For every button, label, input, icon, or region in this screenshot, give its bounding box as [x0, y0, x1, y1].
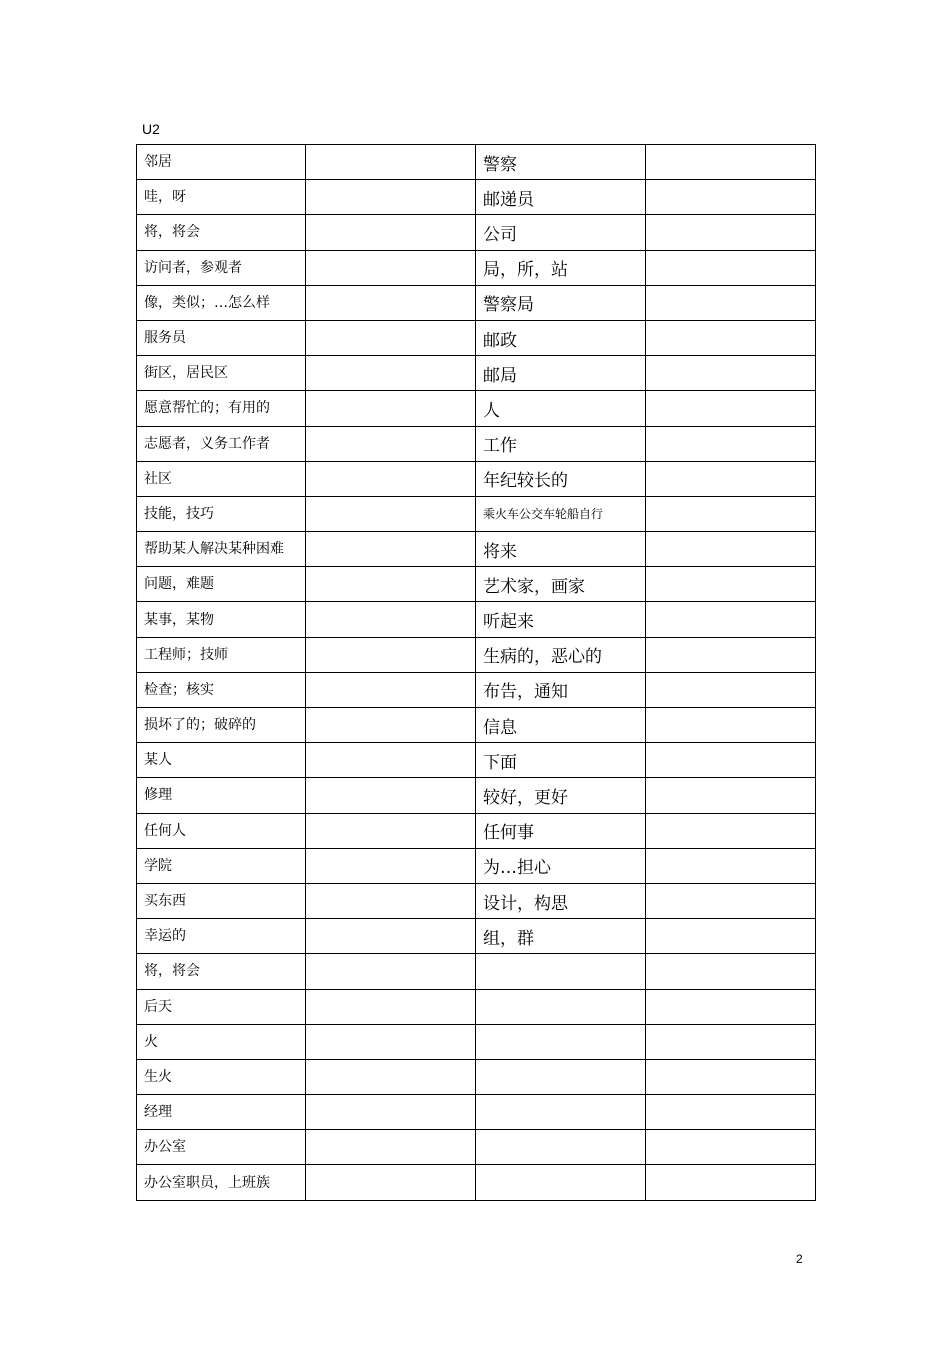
answer-blank-cell[interactable] [306, 637, 476, 672]
table-row [137, 532, 816, 567]
table-row [137, 215, 816, 250]
answer-blank-cell[interactable] [306, 1024, 476, 1059]
answer-blank-cell[interactable] [306, 602, 476, 637]
chinese-term-cell: 邮局 [476, 356, 646, 391]
chinese-term-cell: 邻居 [137, 145, 306, 180]
chinese-term-cell: 买东西 [137, 883, 306, 918]
table-row [137, 320, 816, 355]
chinese-term-cell: 邮政 [476, 320, 646, 355]
table-row [137, 743, 816, 778]
answer-blank-cell[interactable] [306, 919, 476, 954]
chinese-term-cell: 艺术家，画家 [476, 567, 646, 602]
answer-blank-cell[interactable] [646, 1095, 816, 1130]
answer-blank-cell[interactable] [646, 883, 816, 918]
answer-blank-cell[interactable] [646, 919, 816, 954]
answer-blank-cell[interactable] [646, 461, 816, 496]
vocabulary-table [136, 144, 816, 1201]
chinese-term-cell: 哇，呀 [137, 180, 306, 215]
chinese-term-cell [476, 1165, 646, 1200]
table-row [137, 145, 816, 180]
chinese-term-cell: 修理 [137, 778, 306, 813]
answer-blank-cell[interactable] [646, 672, 816, 707]
answer-blank-cell[interactable] [646, 813, 816, 848]
table-row [137, 1024, 816, 1059]
answer-blank-cell[interactable] [306, 180, 476, 215]
answer-blank-cell[interactable] [306, 496, 476, 531]
chinese-term-cell: 年纪较长的 [476, 461, 646, 496]
chinese-term-cell: 公司 [476, 215, 646, 250]
chinese-term-cell [476, 1130, 646, 1165]
chinese-term-cell [476, 954, 646, 989]
chinese-term-cell [476, 1059, 646, 1094]
answer-blank-cell[interactable] [306, 743, 476, 778]
chinese-term-cell: 办公室职员，上班族 [137, 1165, 306, 1200]
table-row [137, 1130, 816, 1165]
table-row [137, 1165, 816, 1200]
table-row [137, 285, 816, 320]
answer-blank-cell[interactable] [306, 215, 476, 250]
answer-blank-cell[interactable] [646, 602, 816, 637]
table-row [137, 813, 816, 848]
answer-blank-cell[interactable] [646, 320, 816, 355]
chinese-term-cell: 将来 [476, 532, 646, 567]
answer-blank-cell[interactable] [306, 989, 476, 1024]
unit-title: U2 [142, 121, 160, 137]
answer-blank-cell[interactable] [646, 215, 816, 250]
page-number: 2 [796, 1252, 803, 1266]
chinese-term-cell: 生病的，恶心的 [476, 637, 646, 672]
chinese-term-cell: 工作 [476, 426, 646, 461]
answer-blank-cell[interactable] [646, 1059, 816, 1094]
answer-blank-cell[interactable] [306, 813, 476, 848]
table-row [137, 778, 816, 813]
answer-blank-cell[interactable] [646, 1024, 816, 1059]
chinese-term-cell: 将，将会 [137, 215, 306, 250]
table-row [137, 391, 816, 426]
chinese-term-cell: 损坏了的；破碎的 [137, 708, 306, 743]
chinese-term-cell: 幸运的 [137, 919, 306, 954]
chinese-term-cell [476, 1095, 646, 1130]
answer-blank-cell[interactable] [306, 883, 476, 918]
chinese-term-cell: 社区 [137, 461, 306, 496]
answer-blank-cell[interactable] [646, 1130, 816, 1165]
chinese-term-cell: 像，类似；…怎么样 [137, 285, 306, 320]
chinese-term-cell: 后天 [137, 989, 306, 1024]
chinese-term-cell [476, 1024, 646, 1059]
chinese-term-cell: 街区，居民区 [137, 356, 306, 391]
answer-blank-cell[interactable] [646, 1165, 816, 1200]
chinese-term-cell: 布告，通知 [476, 672, 646, 707]
table-row [137, 708, 816, 743]
chinese-term-cell: 组，群 [476, 919, 646, 954]
chinese-term-cell: 人 [476, 391, 646, 426]
chinese-term-cell: 警察局 [476, 285, 646, 320]
chinese-term-cell: 下面 [476, 743, 646, 778]
answer-blank-cell[interactable] [306, 1059, 476, 1094]
answer-blank-cell[interactable] [646, 250, 816, 285]
table-row [137, 602, 816, 637]
answer-blank-cell[interactable] [646, 743, 816, 778]
answer-blank-cell[interactable] [306, 672, 476, 707]
answer-blank-cell[interactable] [306, 567, 476, 602]
table-row [137, 637, 816, 672]
table-row [137, 356, 816, 391]
chinese-term-cell: 较好，更好 [476, 778, 646, 813]
chinese-term-cell: 服务员 [137, 320, 306, 355]
chinese-term-cell: 经理 [137, 1095, 306, 1130]
answer-blank-cell[interactable] [306, 778, 476, 813]
answer-blank-cell[interactable] [306, 954, 476, 989]
answer-blank-cell[interactable] [646, 356, 816, 391]
chinese-term-cell: 生火 [137, 1059, 306, 1094]
chinese-term-cell: 为…担心 [476, 848, 646, 883]
answer-blank-cell[interactable] [306, 426, 476, 461]
table-row [137, 848, 816, 883]
answer-blank-cell[interactable] [306, 356, 476, 391]
answer-blank-cell[interactable] [306, 320, 476, 355]
answer-blank-cell[interactable] [646, 989, 816, 1024]
chinese-term-cell: 将，将会 [137, 954, 306, 989]
chinese-term-cell: 工程师；技师 [137, 637, 306, 672]
answer-blank-cell[interactable] [306, 848, 476, 883]
chinese-term-cell: 学院 [137, 848, 306, 883]
answer-blank-cell[interactable] [646, 145, 816, 180]
table-row [137, 883, 816, 918]
chinese-term-cell: 乘火车公交车轮船自行 [476, 496, 646, 531]
chinese-term-cell: 愿意帮忙的；有用的 [137, 391, 306, 426]
table-row [137, 1095, 816, 1130]
chinese-term-cell: 问题，难题 [137, 567, 306, 602]
chinese-term-cell: 任何人 [137, 813, 306, 848]
chinese-term-cell: 信息 [476, 708, 646, 743]
table-row [137, 672, 816, 707]
answer-blank-cell[interactable] [646, 848, 816, 883]
answer-blank-cell[interactable] [306, 708, 476, 743]
answer-blank-cell[interactable] [306, 145, 476, 180]
table-row [137, 1059, 816, 1094]
answer-blank-cell[interactable] [646, 778, 816, 813]
answer-blank-cell[interactable] [646, 285, 816, 320]
chinese-term-cell: 设计，构思 [476, 883, 646, 918]
answer-blank-cell[interactable] [306, 532, 476, 567]
answer-blank-cell[interactable] [646, 426, 816, 461]
answer-blank-cell[interactable] [646, 391, 816, 426]
chinese-term-cell: 局，所，站 [476, 250, 646, 285]
chinese-term-cell: 火 [137, 1024, 306, 1059]
answer-blank-cell[interactable] [306, 1165, 476, 1200]
vocabulary-table-body [137, 145, 816, 1201]
answer-blank-cell[interactable] [306, 1130, 476, 1165]
answer-blank-cell[interactable] [646, 637, 816, 672]
answer-blank-cell[interactable] [306, 391, 476, 426]
answer-blank-cell[interactable] [306, 250, 476, 285]
chinese-term-cell: 访问者，参观者 [137, 250, 306, 285]
answer-blank-cell[interactable] [646, 954, 816, 989]
table-row [137, 954, 816, 989]
chinese-term-cell: 邮递员 [476, 180, 646, 215]
chinese-term-cell: 某人 [137, 743, 306, 778]
table-row [137, 567, 816, 602]
answer-blank-cell[interactable] [646, 532, 816, 567]
chinese-term-cell: 警察 [476, 145, 646, 180]
table-row [137, 496, 816, 531]
answer-blank-cell[interactable] [306, 285, 476, 320]
table-row [137, 989, 816, 1024]
chinese-term-cell: 技能，技巧 [137, 496, 306, 531]
answer-blank-cell[interactable] [646, 496, 816, 531]
table-row [137, 426, 816, 461]
answer-blank-cell[interactable] [646, 708, 816, 743]
chinese-term-cell: 办公室 [137, 1130, 306, 1165]
chinese-term-cell: 听起来 [476, 602, 646, 637]
answer-blank-cell[interactable] [646, 567, 816, 602]
table-row [137, 461, 816, 496]
chinese-term-cell: 任何事 [476, 813, 646, 848]
answer-blank-cell[interactable] [646, 180, 816, 215]
chinese-term-cell: 帮助某人解决某种困难 [137, 532, 306, 567]
answer-blank-cell[interactable] [306, 461, 476, 496]
table-row [137, 919, 816, 954]
chinese-term-cell: 某事，某物 [137, 602, 306, 637]
chinese-term-cell: 志愿者，义务工作者 [137, 426, 306, 461]
table-row [137, 250, 816, 285]
chinese-term-cell [476, 989, 646, 1024]
table-row [137, 180, 816, 215]
chinese-term-cell: 检查；核实 [137, 672, 306, 707]
answer-blank-cell[interactable] [306, 1095, 476, 1130]
